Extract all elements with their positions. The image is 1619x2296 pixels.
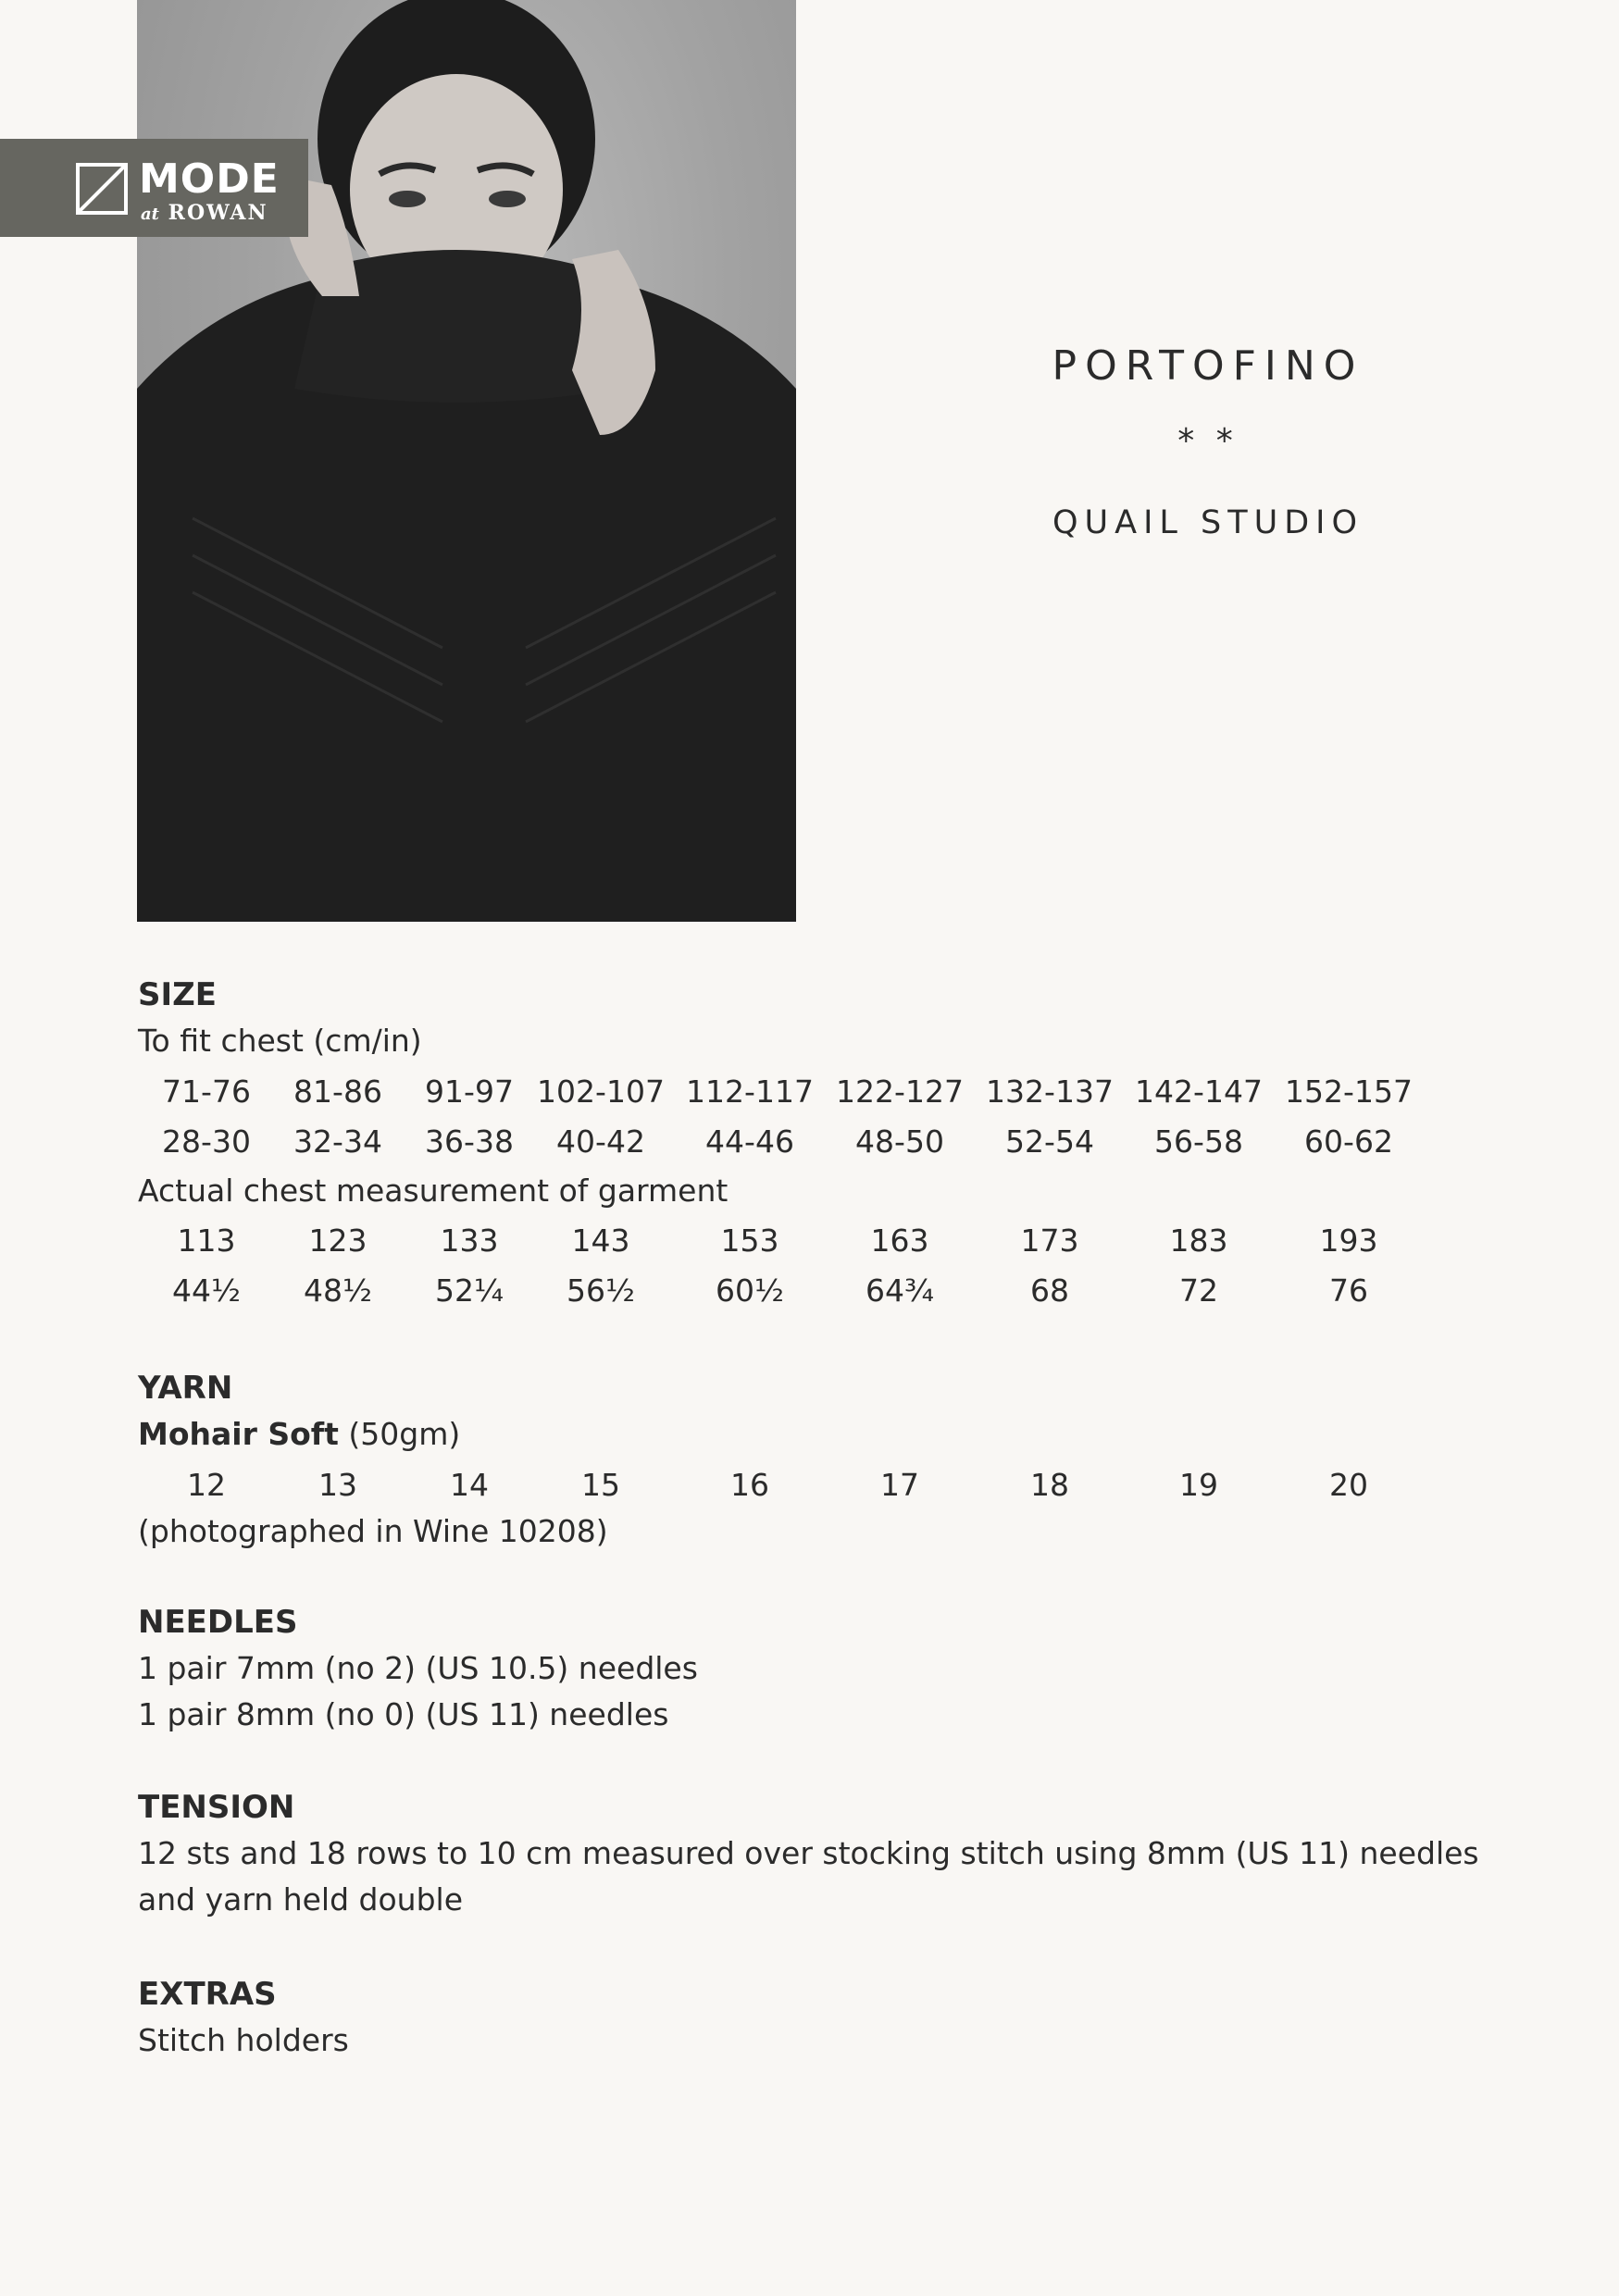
actual-chest-label: Actual chest measurement of garment — [138, 1173, 729, 1209]
size-column-value: 15 — [581, 1467, 620, 1503]
yarn-weight: (50gm) — [338, 1416, 461, 1452]
size-heading: SIZE — [138, 976, 218, 1013]
difficulty-rating: * * — [1177, 422, 1239, 460]
brand-logo — [0, 139, 308, 237]
yarn-name: Mohair Soft — [138, 1416, 339, 1452]
logo-brand-text: MODE — [139, 155, 280, 203]
size-column-value: 12 — [187, 1467, 226, 1503]
size-column-value: 163 — [870, 1222, 929, 1259]
size-column-value: 173 — [1020, 1222, 1079, 1259]
extras-section — [138, 1971, 349, 2064]
size-column-value: 91-97 — [425, 1074, 514, 1110]
yarn-heading: YARN — [138, 1370, 233, 1407]
size-column-value: 14 — [450, 1467, 489, 1503]
size-column-value: 60-62 — [1304, 1123, 1393, 1160]
fit-in-row — [138, 1119, 1619, 1165]
size-column-value: 52¼ — [435, 1272, 504, 1309]
size-column-value: 64¾ — [866, 1272, 934, 1309]
needles-line: 1 pair 7mm (no 2) (US 10.5) needles — [138, 1650, 698, 1686]
size-column-value: 52-54 — [1005, 1123, 1094, 1160]
size-column-value: 44½ — [172, 1272, 241, 1309]
designer-name: QUAIL STUDIO — [1052, 504, 1364, 541]
fit-chest-label: To fit chest (cm/in) — [138, 1023, 422, 1059]
size-column-value: 142-147 — [1135, 1074, 1263, 1110]
size-column-value: 122-127 — [836, 1074, 964, 1110]
size-column-value: 183 — [1169, 1222, 1228, 1259]
logo-mark-icon — [76, 163, 128, 215]
size-column-value: 76 — [1329, 1272, 1368, 1309]
size-column-value: 56½ — [567, 1272, 635, 1309]
size-column-value: 71-76 — [162, 1074, 251, 1110]
size-column-value: 16 — [730, 1467, 769, 1503]
size-column-value: 44-46 — [705, 1123, 794, 1160]
pattern-title: PORTOFINO — [1052, 342, 1364, 390]
size-column-value: 36-38 — [425, 1123, 514, 1160]
needles-heading: NEEDLES — [138, 1604, 298, 1641]
actual-in-row — [138, 1268, 1619, 1314]
yarn-balls-row — [138, 1462, 1619, 1508]
logo-rowan-text: ROWAN — [168, 201, 268, 225]
size-column-value: 20 — [1329, 1467, 1368, 1503]
fit-cm-row — [138, 1069, 1619, 1115]
size-column-value: 123 — [308, 1222, 367, 1259]
size-column-value: 18 — [1030, 1467, 1069, 1503]
size-column-value: 48½ — [304, 1272, 372, 1309]
extras-heading: EXTRAS — [138, 1976, 277, 2013]
size-column-value: 133 — [440, 1222, 499, 1259]
size-column-value: 143 — [571, 1222, 630, 1259]
size-column-value: 19 — [1179, 1467, 1218, 1503]
size-column-value: 81-86 — [293, 1074, 382, 1110]
tension-line: 12 sts and 18 rows to 10 cm measured over stocking stitch using 8mm (US 11) needles — [138, 1835, 1479, 1871]
needles-section — [138, 1599, 698, 1738]
tension-heading: TENSION — [138, 1789, 295, 1826]
size-column-value: 40-42 — [556, 1123, 645, 1160]
size-column-value: 17 — [880, 1467, 919, 1503]
extras-text: Stitch holders — [138, 2022, 349, 2058]
size-column-value: 102-107 — [537, 1074, 665, 1110]
logo-subtext — [141, 202, 268, 226]
size-column-value: 153 — [720, 1222, 779, 1259]
needles-line: 1 pair 8mm (no 0) (US 11) needles — [138, 1696, 669, 1732]
yarn-colour-note: (photographed in Wine 10208) — [138, 1513, 608, 1549]
size-column-value: 60½ — [716, 1272, 784, 1309]
size-column-value: 112-117 — [686, 1074, 814, 1110]
size-column-value: 48-50 — [855, 1123, 944, 1160]
size-column-value: 56-58 — [1154, 1123, 1243, 1160]
size-column-value: 132-137 — [986, 1074, 1114, 1110]
yarn-line — [138, 1411, 1526, 1458]
size-column-value: 113 — [177, 1222, 236, 1259]
size-column-value: 28-30 — [162, 1123, 251, 1160]
tension-line: and yarn held double — [138, 1881, 464, 1917]
size-section — [138, 972, 1526, 1323]
size-column-value: 72 — [1179, 1272, 1218, 1309]
size-column-value: 68 — [1030, 1272, 1069, 1309]
yarn-section — [138, 1365, 1526, 1559]
logo-at-text: at — [141, 205, 159, 224]
size-column-value: 152-157 — [1285, 1074, 1413, 1110]
tension-section — [138, 1784, 1479, 1923]
size-column-value: 32-34 — [293, 1123, 382, 1160]
size-column-value: 13 — [318, 1467, 357, 1503]
size-column-value: 193 — [1319, 1222, 1378, 1259]
actual-cm-row — [138, 1218, 1619, 1264]
